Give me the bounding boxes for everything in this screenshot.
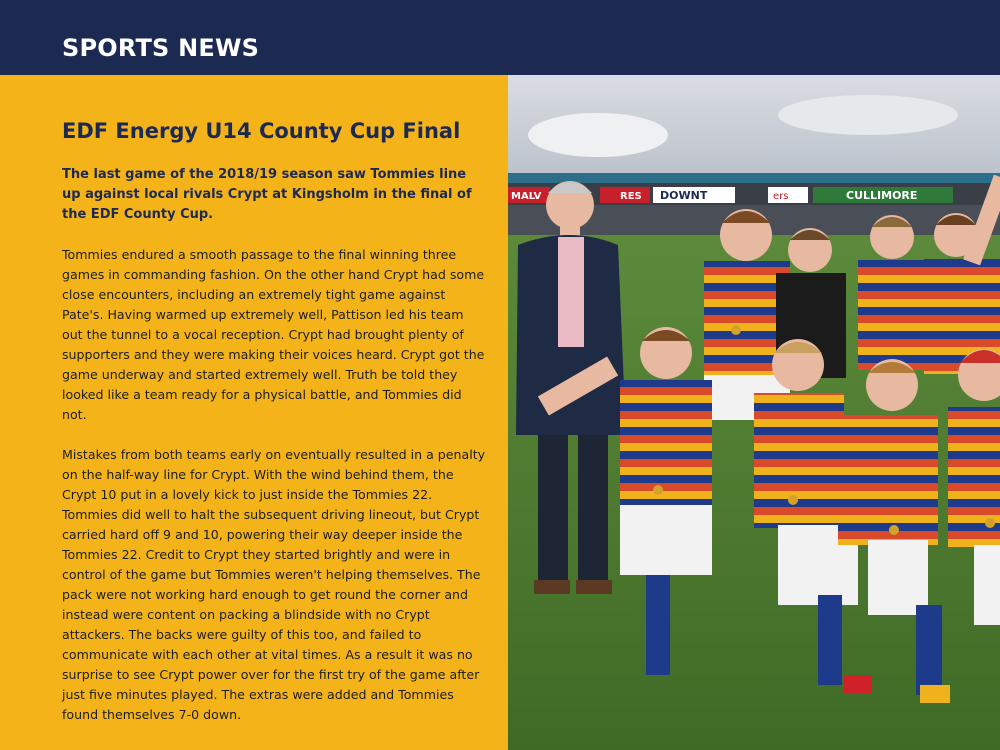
stand-roof bbox=[508, 173, 1000, 183]
ad-text: RES bbox=[620, 191, 642, 202]
article-paragraph-2: Mistakes from both teams early on eventually resulted in a penalty on the half-way line for Crypt. With the wind behind them, the Crypt 10 put in a lovely kick to just inside the Tommies 22. Tommies did well to halt the subsequent driving lineout, but Crypt carried hard off 9 and 10, powering their way deeper inside the Tommies 22. Credit to Crypt they started brightly and were in control of the game but Tommies weren't helping themselves. The pack were not working hard enough to get round the corner and instead were content on packing a blindside with no Crypt attackers. The backs were guilty of this too, and failed to communicate with each other at vital times. As a result it was no surprise to see Crypt power over for the first try of the game after just five minutes played. The extras were added and Tommies found themselves 7-0 down. bbox=[62, 447, 486, 722]
medal bbox=[889, 525, 899, 535]
medal bbox=[985, 518, 995, 528]
article-panel bbox=[0, 75, 508, 750]
article-lede: The last game of the 2018/19 season saw Tommies line up against local rivals Crypt at Kingsholm in the final of the EDF County Cup. bbox=[62, 167, 472, 222]
ad-text: MALV bbox=[511, 191, 542, 202]
cloud bbox=[528, 113, 668, 157]
article-paragraph-1: Tommies endured a smooth passage to the final winning three games in commanding fashion. On the other hand Crypt had some close encounters, including an extremely tight game against Pate's. Having warmed up extremely well, Pattison led his team out the tunnel to a vocal reception. Crypt had brought plenty of supporters and they were making their voices heard. Crypt got the game underway and started extremely well. Truth be told they looked like a team ready for a physical battle, and Tommies did not. bbox=[62, 247, 485, 422]
ad-text: CULLIMORE bbox=[846, 189, 918, 202]
ad-text: ers bbox=[773, 191, 789, 202]
section-title: SPORTS NEWS bbox=[62, 34, 260, 62]
team-photo bbox=[508, 75, 1000, 750]
medal bbox=[653, 485, 663, 495]
section-header bbox=[0, 0, 1000, 75]
medal bbox=[731, 325, 741, 335]
team-photo-illustration bbox=[508, 75, 1000, 750]
medal bbox=[788, 495, 798, 505]
cloud bbox=[778, 95, 958, 135]
ad-text: DOWNT bbox=[660, 189, 708, 202]
article-title: EDF Energy U14 County Cup Final bbox=[62, 119, 461, 143]
